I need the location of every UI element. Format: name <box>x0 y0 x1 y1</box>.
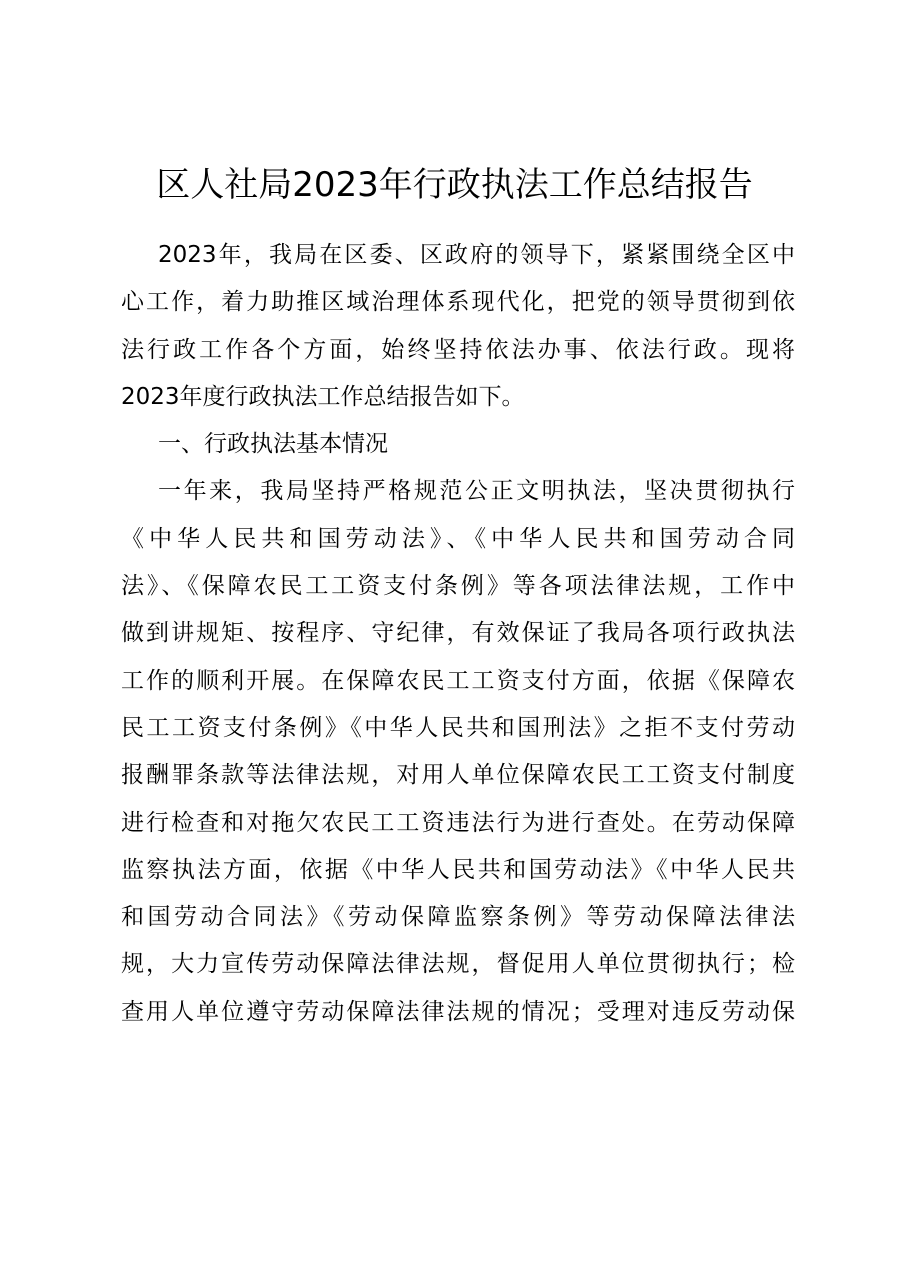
body-line-8: 法》、《保障农民工工资支付条例》等各项法律法规，工作中 <box>121 573 795 600</box>
body-line-11: 民工工资支付条例》《中华人民共和国刑法》之拒不支付劳动 <box>121 714 795 741</box>
document-body <box>121 232 795 1036</box>
body-line-12: 报酬罪条款等法律法规，对用人单位保障农民工工资支付制度 <box>121 762 795 789</box>
body-line-7: 《中华人民共和国劳动法》、《中华人民共和国劳动合同 <box>121 525 795 552</box>
body-line-13: 进行检查和对拖欠农民工工资违法行为进行查处。在劳动保障 <box>121 809 795 836</box>
body-line-4: 2023年度行政执法工作总结报告如下。 <box>121 383 525 410</box>
body-line-17: 查用人单位遵守劳动保障法律法规的情况；受理对违反劳动保 <box>121 998 795 1025</box>
section-heading-1: 一、行政执法基本情况 <box>158 431 388 458</box>
body-line-16: 规，大力宣传劳动保障法律法规，督促用人单位贯彻执行；检 <box>121 951 795 978</box>
body-line-15: 和国劳动合同法》《劳动保障监察条例》等劳动保障法律法 <box>121 904 795 931</box>
body-line-14: 监察执法方面，依据《中华人民共和国劳动法》《中华人民共 <box>121 856 795 883</box>
document-title: 区人社局2023年行政执法工作总结报告 <box>156 165 753 205</box>
body-line-1: 2023年，我局在区委、区政府的领导下，紧紧围绕全区中 <box>158 242 795 268</box>
body-line-10: 工作的顺利开展。在保障农民工工资支付方面，依据《保障农 <box>121 667 795 694</box>
body-line-9: 做到讲规矩、按程序、守纪律，有效保证了我局各项行政执法 <box>121 620 795 647</box>
body-line-6: 一年来，我局坚持严格规范公正文明执法，坚决贯彻执行 <box>158 478 795 505</box>
body-line-3: 法行政工作各个方面，始终坚持依法办事、依法行政。现将 <box>121 336 795 363</box>
body-line-2: 心工作，着力助推区域治理体系现代化，把党的领导贯彻到依 <box>121 289 795 316</box>
